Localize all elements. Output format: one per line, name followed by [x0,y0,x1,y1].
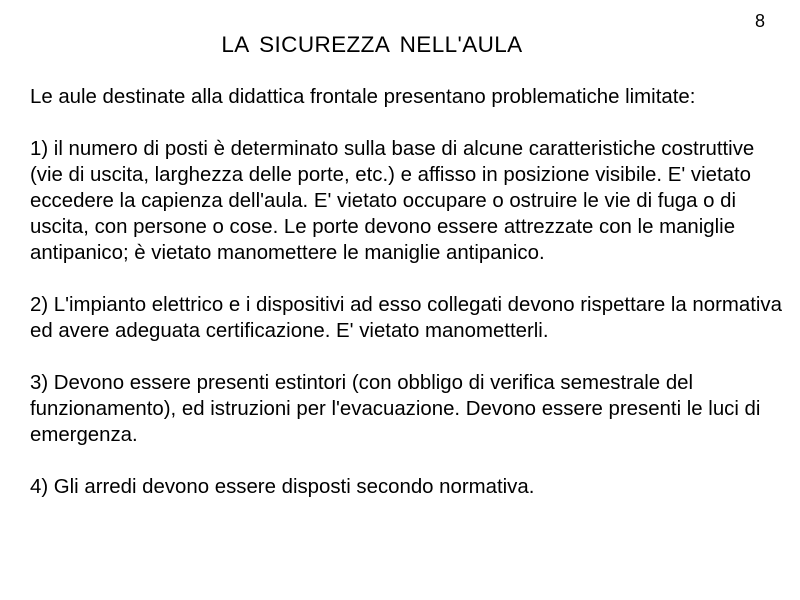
list-item-4: 4) Gli arredi devono essere disposti secondo normativa. [30,476,535,498]
intro-paragraph: Le aule destinate alla didattica frontale presentano problematiche limitate: [30,86,696,108]
page-number: 8 [754,11,765,31]
list-item-3: 3) Devono essere presenti estintori (con obbligo di verifica semestrale del funzionamento), ed istruzioni per l'evacuazione. Devono essere presenti le luci di emergenza. [30,372,761,446]
slide-body [30,84,790,500]
list-item-2: 2) L'impianto elettrico e i dispositivi ad esso collegati devono rispettare la normativa ed avere adeguata certificazione. E' vietato manometterli. [30,294,782,342]
slide-title: LA SICUREZZA NELL'AULA [221,32,523,57]
list-item-1: 1) il numero di posti è determinato sulla base di alcune caratteristiche costruttive (vie di uscita, larghezza delle porte, etc.) e affisso in posizione visibile. E' vietato eccedere la capienza dell'aula. E' vietato occupare o ostruire le vie di fuga o di uscita, con persone o cose. Le porte devono essere attrezzate con le maniglie antipanico; è vietato manomettere le maniglie antipanico. [30,138,755,264]
